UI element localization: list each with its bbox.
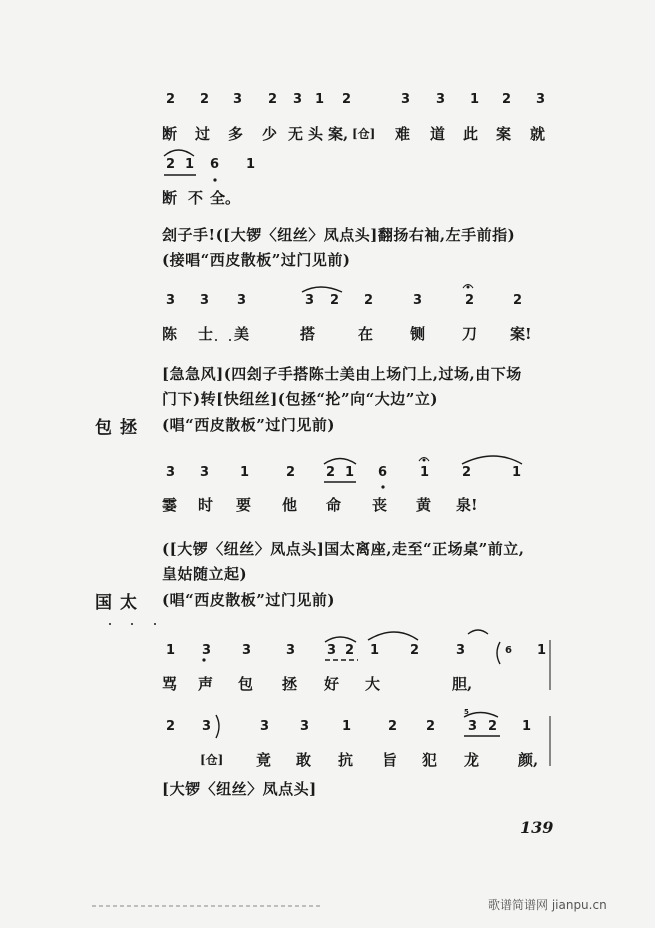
note: 2 xyxy=(286,465,296,480)
note: 2 xyxy=(166,92,176,107)
note: 2 xyxy=(502,92,512,107)
note: 1 xyxy=(246,157,256,172)
fermata-dot xyxy=(467,286,470,289)
slur xyxy=(325,637,356,642)
note: 3 xyxy=(286,643,296,658)
lyric: 好 xyxy=(324,675,340,693)
note: 2 xyxy=(465,293,475,308)
octave-dot xyxy=(202,658,205,661)
note: 2 xyxy=(166,719,176,734)
lyric: 黄 xyxy=(416,496,432,514)
lyric: 旨 xyxy=(382,751,398,769)
note: 3 xyxy=(237,293,247,308)
note: 3 xyxy=(200,293,210,308)
lyric: 霎 xyxy=(162,496,178,514)
lyric: [仓] xyxy=(352,127,376,141)
slur xyxy=(324,459,356,465)
note: 3 xyxy=(436,92,446,107)
note: 3 xyxy=(200,465,210,480)
lyric: 龙 xyxy=(464,751,480,769)
lyric: 难 xyxy=(395,125,411,143)
note: 1 xyxy=(345,465,355,480)
note: 1 xyxy=(470,92,480,107)
lyric: 胆, xyxy=(452,675,473,693)
note: 1 xyxy=(537,643,547,658)
slur xyxy=(302,287,342,292)
fermata-dot xyxy=(423,459,426,462)
lyric: 颜, xyxy=(518,751,539,769)
lyric: 无 xyxy=(288,125,304,143)
lyric: 过 xyxy=(195,125,211,143)
note: 6 xyxy=(505,645,512,656)
note: 6 xyxy=(378,465,388,480)
lyric: 多 xyxy=(228,125,244,143)
lyric: 骂 xyxy=(162,675,178,693)
note: 3 xyxy=(260,719,270,734)
note: 1 xyxy=(185,157,195,172)
note: 3 xyxy=(293,92,303,107)
lyric: 此 xyxy=(463,125,479,143)
note: 2 xyxy=(410,643,420,658)
dash-mark xyxy=(131,623,133,625)
lyric: 断 xyxy=(162,189,178,207)
note: 2 xyxy=(488,719,498,734)
lyric: 抗 xyxy=(338,751,354,769)
lyric: 要 xyxy=(236,496,252,514)
note: 3 xyxy=(202,719,212,734)
note: 3 xyxy=(327,643,337,658)
note: 3 xyxy=(202,643,212,658)
bracket xyxy=(497,642,500,664)
lyric: 士 xyxy=(198,325,214,343)
lyric: 不 xyxy=(188,189,204,207)
note: 2 xyxy=(326,465,336,480)
lyric: 敢 xyxy=(296,751,312,769)
note: 3 xyxy=(536,92,546,107)
slur xyxy=(468,630,488,634)
lyric: 道 xyxy=(430,125,446,143)
lyric: 头 xyxy=(308,125,324,143)
note: 1 xyxy=(420,465,430,480)
note: 1 xyxy=(166,643,176,658)
octave-dot xyxy=(381,485,384,488)
stage-direction: [大锣〈纽丝〉凤点头] xyxy=(162,780,317,798)
lyric: 泉! xyxy=(456,496,478,514)
stage-direction: ([大锣〈纽丝〉凤点头]国太离座,走至“正场桌”前立, xyxy=(162,540,525,558)
role-name: 包拯 xyxy=(95,418,145,438)
lyric: 美 xyxy=(234,325,250,343)
lyric: 丧 xyxy=(372,496,388,514)
stage-direction: 门下)转[快纽丝](包拯“抡”向“大边”立) xyxy=(162,390,438,408)
lyric: 命 xyxy=(326,496,342,514)
note: 1 xyxy=(240,465,250,480)
dash-mark xyxy=(215,339,217,341)
note: 3 xyxy=(233,92,243,107)
lyric: 他 xyxy=(282,496,298,514)
dash-mark xyxy=(154,623,156,625)
slur xyxy=(462,456,522,464)
lyric: 铡 xyxy=(410,325,426,343)
lyric: 刀 xyxy=(462,325,478,343)
note: 2 xyxy=(364,293,374,308)
note: 2 xyxy=(330,293,340,308)
lyric: 在 xyxy=(358,325,374,343)
stage-direction: 刽子手!([大锣〈纽丝〉凤点头]翻扬右袖,左手前指) xyxy=(162,226,516,244)
lyric: 犯 xyxy=(422,751,438,769)
lyric: 竟 xyxy=(256,751,272,769)
dash-mark xyxy=(109,623,111,625)
note: 2 xyxy=(342,92,352,107)
stage-direction: 皇姑随立起) xyxy=(162,565,248,583)
lyric: 案! xyxy=(510,325,532,343)
note: 1 xyxy=(522,719,532,734)
note: 2 xyxy=(166,157,176,172)
lyric: 案, xyxy=(328,125,349,143)
note: 2 xyxy=(268,92,278,107)
slur xyxy=(464,713,498,718)
lyric: 断 xyxy=(162,125,178,143)
note: 1 xyxy=(342,719,352,734)
bracket xyxy=(216,715,219,738)
note: 3 xyxy=(242,643,252,658)
stage-direction: (唱“西皮散板”过门见前) xyxy=(162,591,335,609)
note: 6 xyxy=(210,157,220,172)
note: 3 xyxy=(456,643,466,658)
lyric: 少 xyxy=(262,125,278,143)
note: 2 xyxy=(462,465,472,480)
note: 2 xyxy=(513,293,523,308)
lyric: 大 xyxy=(365,675,381,693)
fermata xyxy=(419,458,429,462)
note: 1 xyxy=(315,92,325,107)
watermark: 歌谱简谱网 jianpu.cn xyxy=(488,898,607,912)
note: 1 xyxy=(370,643,380,658)
note: 3 xyxy=(401,92,411,107)
lyric: 就 xyxy=(530,125,546,143)
stage-direction: (接唱“西皮散板”过门见前) xyxy=(162,251,351,269)
note: 1 xyxy=(512,465,522,480)
note: 3 xyxy=(468,719,478,734)
fermata xyxy=(463,285,473,289)
lyric: 案 xyxy=(496,125,512,143)
note: 2 xyxy=(200,92,210,107)
lyric: 拯 xyxy=(282,675,298,693)
stage-direction: [急急风](四刽子手搭陈士美由上场门上,过场,由下场 xyxy=(162,365,522,383)
lyric: 时 xyxy=(198,496,214,514)
note: 2 xyxy=(388,719,398,734)
note: 3 xyxy=(305,293,315,308)
grace-note: 5 xyxy=(464,708,469,716)
page-number: 139 xyxy=(520,818,554,837)
note: 3 xyxy=(300,719,310,734)
note: 3 xyxy=(166,465,176,480)
octave-dot xyxy=(213,178,216,181)
slur xyxy=(164,150,194,156)
note: 2 xyxy=(345,643,355,658)
lyric: 全。 xyxy=(210,189,241,207)
slur xyxy=(368,632,418,640)
lyric: 陈 xyxy=(162,325,178,343)
note: 2 xyxy=(426,719,436,734)
lyric: 声 xyxy=(198,675,214,693)
stage-direction: (唱“西皮散板”过门见前) xyxy=(162,416,335,434)
lyric: 搭 xyxy=(300,325,316,343)
lyric: [仓] xyxy=(200,753,224,767)
note: 3 xyxy=(166,293,176,308)
role-name: 国太 xyxy=(95,593,145,613)
lyric: 包 xyxy=(238,675,254,693)
note: 3 xyxy=(413,293,423,308)
dash-mark xyxy=(229,339,231,341)
